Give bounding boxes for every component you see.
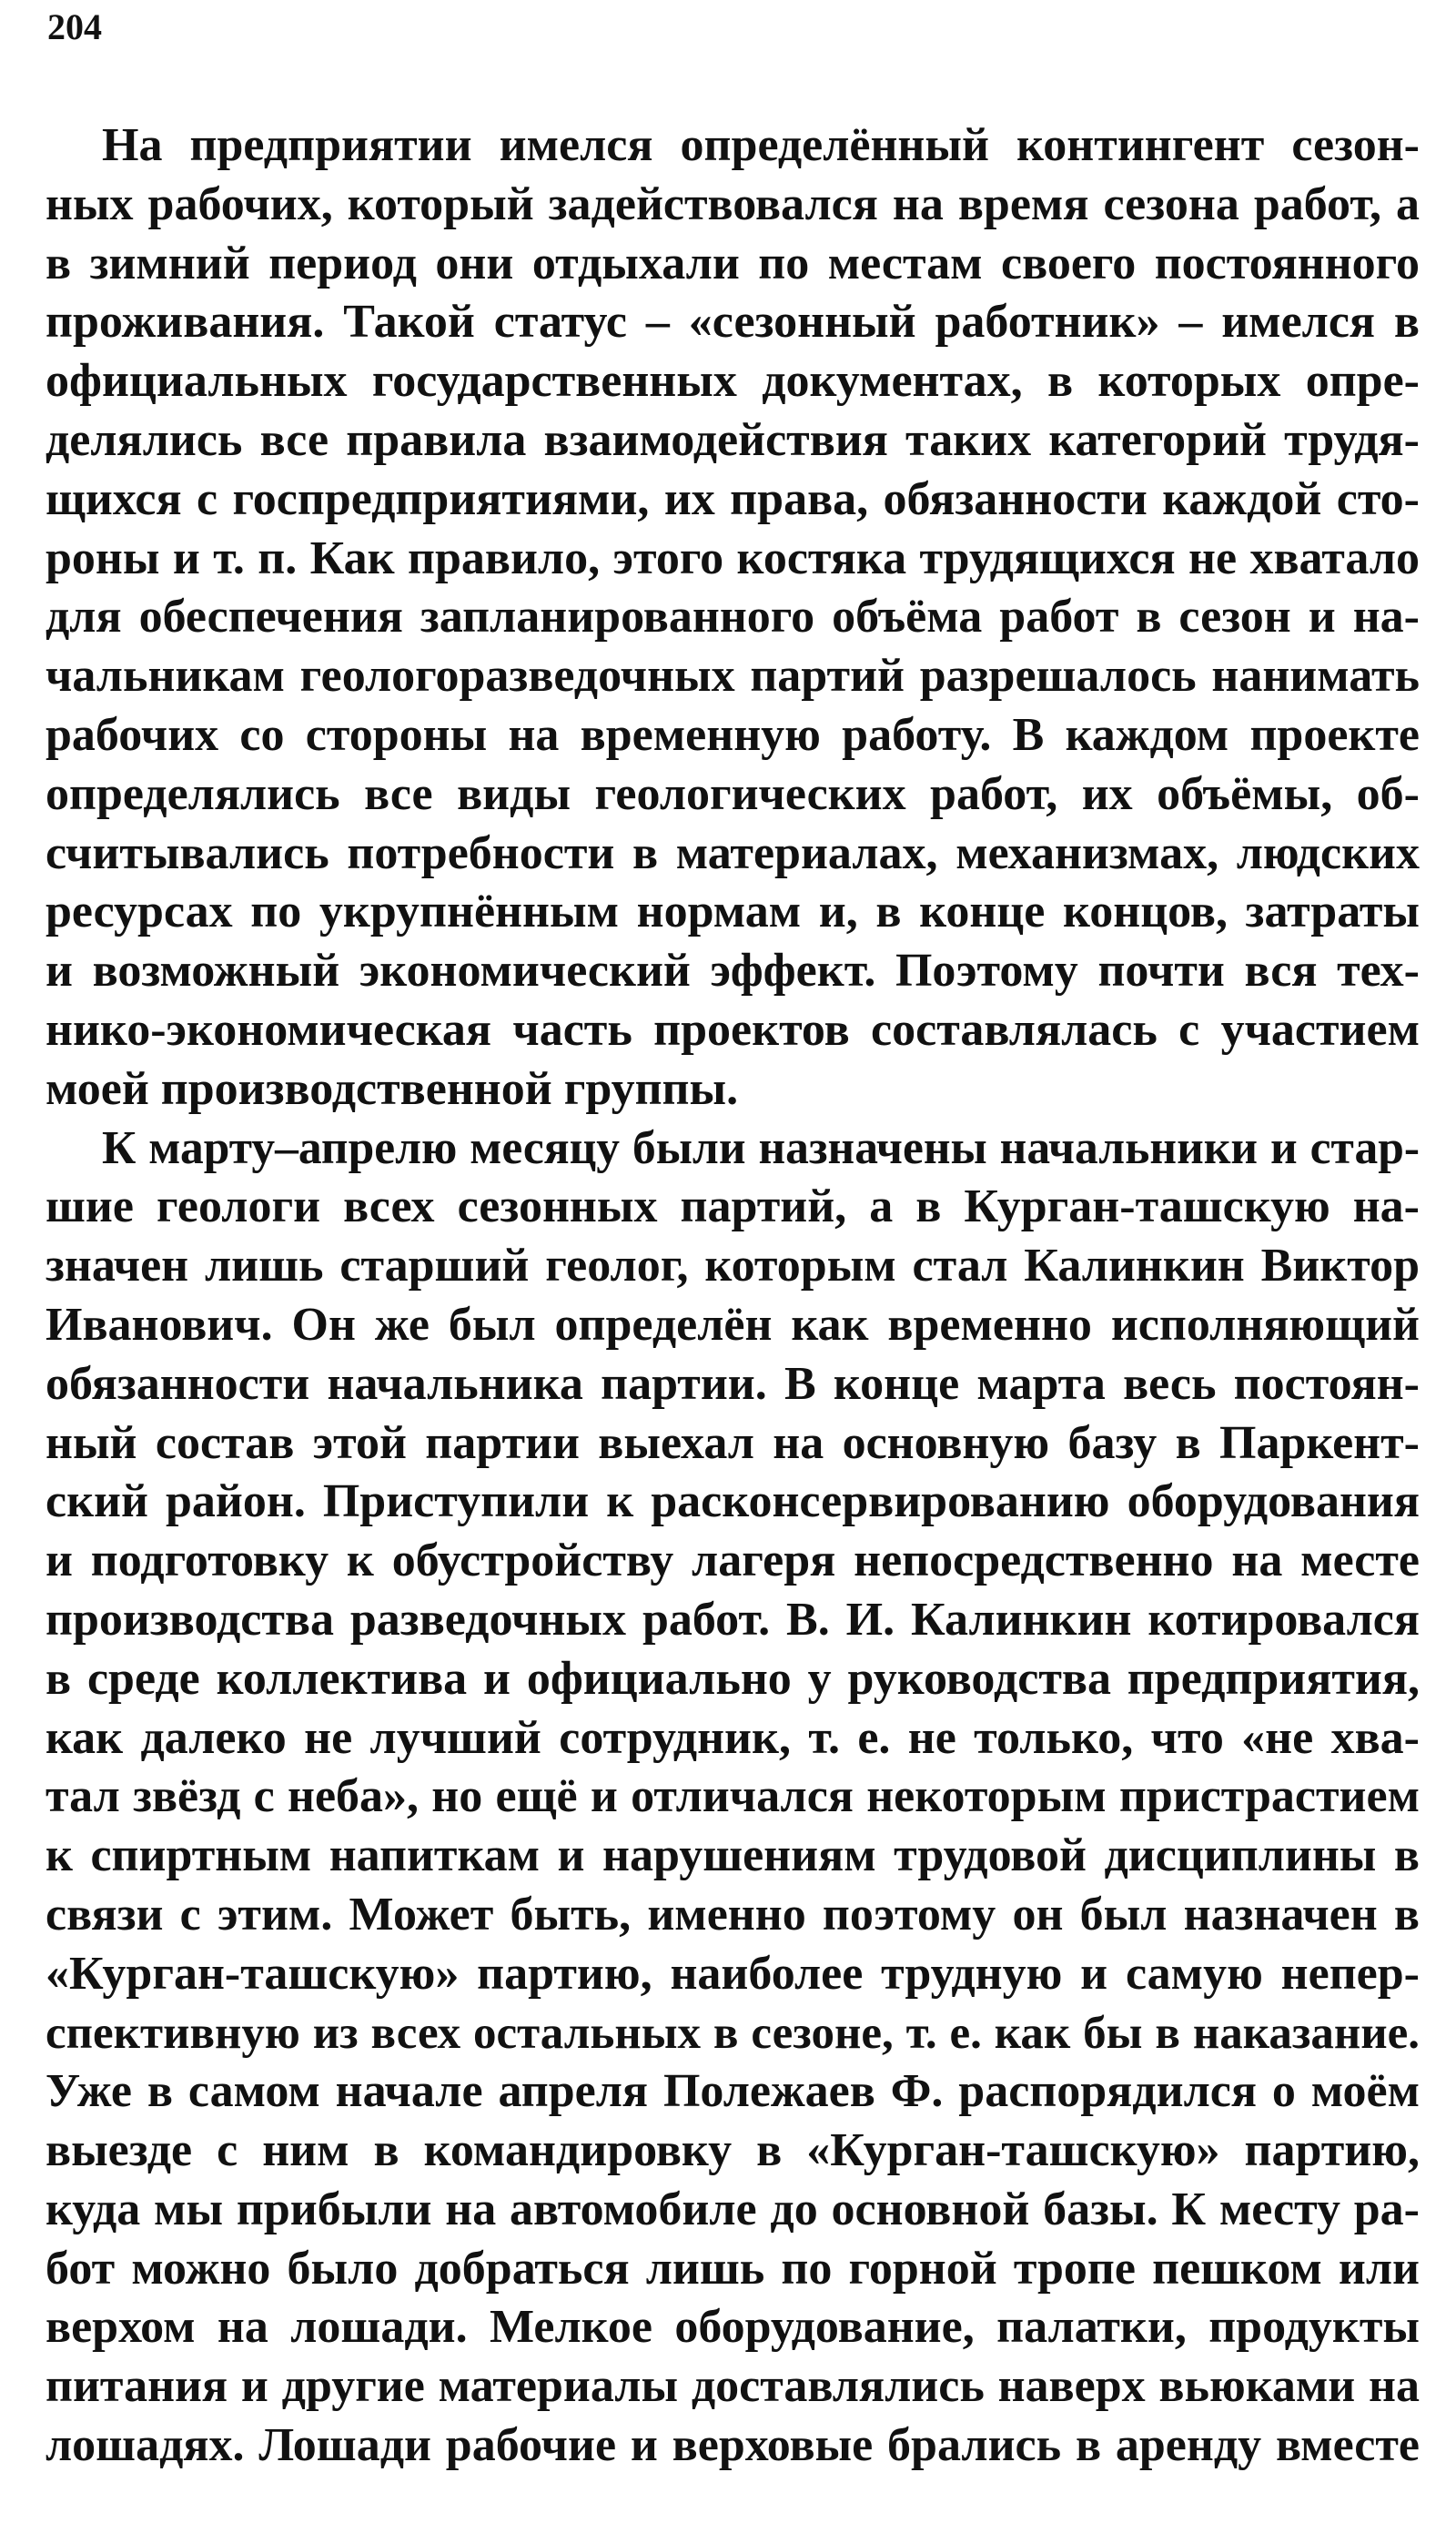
text-line: делялись все правила взаимодействия таких категорий трудя-	[46, 413, 1420, 466]
text-line: куда мы прибыли на автомобиле до основной базы. К месту ра-	[46, 2183, 1420, 2235]
text-line: «Курган-ташскую» партию, наиболее трудную и самую непер-	[46, 1947, 1420, 2000]
text-line: к спиртным напиткам и нарушениям трудовой дисциплины в	[46, 1829, 1420, 1882]
text-line: ных рабочих, который задействовался на время сезона работ, а	[46, 177, 1420, 230]
text-line: щихся с госпредприятиями, их права, обязанности каждой сто-	[46, 472, 1420, 525]
text-line: моей производственной группы.	[46, 1062, 739, 1115]
text-body	[46, 117, 1420, 2476]
text-line: и подготовку к обустройству лагеря непосредственно на месте	[46, 1535, 1420, 1587]
text-line: в зимний период они отдыхали по местам своего постоянного	[46, 237, 1420, 289]
page-number: 204	[47, 6, 102, 47]
text-line: Иванович. Он же был определён как временно исполняющий	[46, 1298, 1420, 1351]
text-line: бот можно было добраться лишь по горной тропе пешком или	[46, 2242, 1420, 2295]
text-line: тал звёзд с неба», но ещё и отличался некоторым пристрастием	[46, 1770, 1420, 1823]
text-line: роны и т. п. Как правило, этого костяка трудящихся не хватало	[46, 532, 1420, 584]
text-line: проживания. Такой статус – «сезонный работник» – имелся в	[46, 296, 1420, 349]
text-line: нико-экономическая часть проектов составлялась с участием	[46, 1003, 1420, 1056]
paragraph-2	[46, 1120, 1420, 2476]
text-line: в среде коллектива и официально у руководства предприятия,	[46, 1652, 1420, 1705]
text-line: официальных государственных документах, в которых опре-	[46, 355, 1420, 408]
text-line: и возможный экономический эффект. Поэтому почти вся тех-	[46, 945, 1420, 998]
text-line: производства разведочных работ. В. И. Калинкин котировался	[46, 1593, 1420, 1646]
text-line: Уже в самом начале апреля Полежаев Ф. распорядился о моём	[46, 2065, 1420, 2118]
text-line: рабочих со стороны на временную работу. В каждом проекте	[46, 708, 1420, 761]
paragraph-1	[46, 117, 1420, 1120]
text-line: выезде с ним в командировку в «Курган-ташскую» партию,	[46, 2124, 1420, 2177]
text-line: питания и другие материалы доставлялись наверх вьюками на	[46, 2360, 1420, 2413]
text-line: чальникам геологоразведочных партий разрешалось нанимать	[46, 650, 1420, 703]
text-line: для обеспечения запланированного объёма работ в сезон и на-	[46, 591, 1420, 643]
text-line: определялись все виды геологических работ, их объёмы, об-	[46, 767, 1420, 820]
text-line: шие геологи всех сезонных партий, а в Курган-ташскую на-	[46, 1180, 1420, 1233]
text-line: верхом на лошади. Мелкое оборудование, палатки, продукты	[46, 2301, 1420, 2354]
text-line: На предприятии имелся определённый контингент сезон-	[102, 119, 1420, 171]
text-line: считывались потребности в материалах, механизмах, людских	[46, 826, 1420, 879]
text-line: спективную из всех остальных в сезоне, т. е. как бы в наказание.	[46, 2007, 1420, 2059]
text-line: лошадях. Лошади рабочие и верховые брались в аренду вместе	[46, 2419, 1420, 2472]
text-line: связи с этим. Может быть, именно поэтому он был назначен в	[46, 1888, 1420, 1940]
text-line: значен лишь старший геолог, которым стал Калинкин Виктор	[46, 1240, 1420, 1292]
text-line: ный состав этой партии выехал на основную базу в Паркент-	[46, 1416, 1420, 1469]
text-line: ский район. Приступили к расконсервированию оборудования	[46, 1475, 1420, 1528]
text-line: ресурсах по укрупнённым нормам и, в конце концов, затраты	[46, 886, 1420, 938]
text-line: обязанности начальника партии. В конце марта весь постоян-	[46, 1357, 1420, 1410]
text-line: как далеко не лучший сотрудник, т. е. не только, что «не хва-	[46, 1711, 1420, 1764]
text-line: К марту–апрелю месяцу были назначены начальники и стар-	[102, 1121, 1420, 1174]
